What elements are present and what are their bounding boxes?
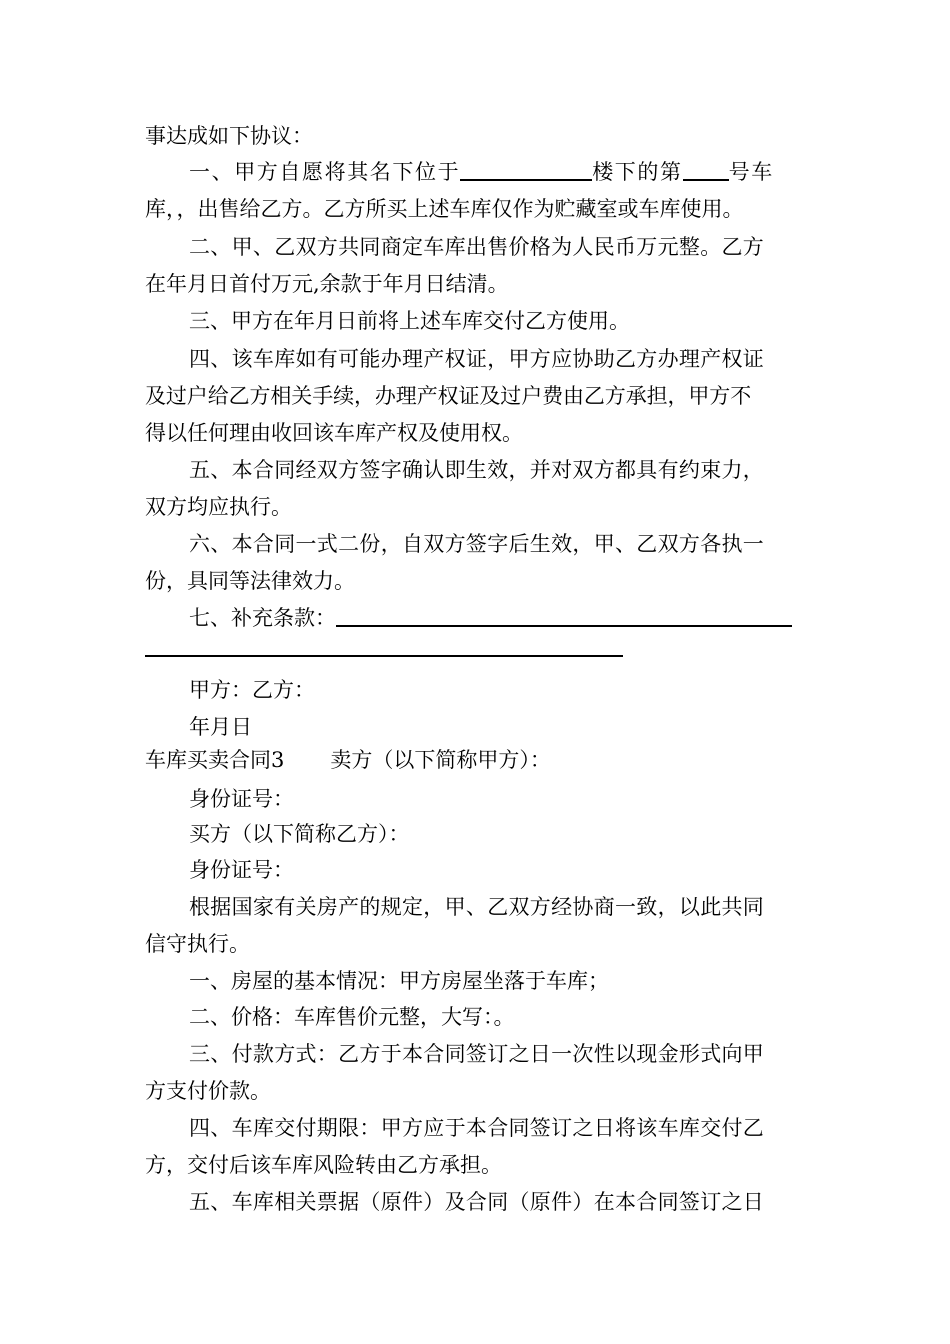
- seller-label: 卖方（以下简称甲方）：: [330, 748, 551, 772]
- text-line: 三、甲方在年月日前将上述车库交付乙方使用。: [189, 309, 630, 333]
- text-line: 信守执行。: [145, 932, 250, 956]
- text-line: [189, 600, 805, 637]
- term-4-cont: [145, 1147, 805, 1184]
- clause-5: [189, 452, 805, 489]
- text-line: 四、车库交付期限：甲方应于本合同签订之日将该车库交付乙: [189, 1116, 765, 1140]
- text-line: 份，具同等法律效力。: [145, 569, 355, 593]
- text-line: 得以任何理由收回该车库产权及使用权。: [145, 421, 523, 445]
- clause-5-cont: [145, 489, 805, 526]
- text-line: 库，，出售给乙方。乙方所买上述车库仅作为贮藏室或车库使用。: [145, 197, 744, 221]
- clause-4-cont-2: [145, 415, 805, 452]
- text-line: 二、价格：车库售价元整，大写：。: [189, 1005, 515, 1029]
- text-line: 双方均应执行。: [145, 495, 292, 519]
- clause-6: [189, 526, 805, 563]
- date-line: [189, 709, 805, 746]
- buyer-line: [189, 816, 805, 853]
- id-number-label: 身份证号：: [189, 858, 294, 882]
- text-line: 一、房屋的基本情况：甲方房屋坐落于车库；: [189, 969, 609, 993]
- buyer-label: 买方（以下简称乙方）：: [189, 822, 410, 846]
- blank-underline-number: [683, 159, 729, 181]
- clause-2-cont: [145, 266, 805, 303]
- term-2: [189, 999, 805, 1036]
- text-line: 五、本合同经双方签字确认即生效，并对双方都具有约束力，: [189, 458, 765, 482]
- text-line: [189, 154, 805, 191]
- text-line: 三、付款方式：乙方于本合同签订之日一次性以现金形式向甲: [189, 1042, 765, 1066]
- clause-3: [189, 303, 805, 340]
- clause-1-cont: [145, 191, 805, 228]
- term-3: [189, 1036, 805, 1073]
- clause-6-cont: [145, 563, 805, 600]
- term-5: [189, 1184, 805, 1221]
- text-line: 及过户给乙方相关手续，办理产权证及过户费由乙方承担，甲方不: [145, 384, 752, 408]
- clause-1: [189, 154, 805, 191]
- signature-line: [189, 672, 805, 709]
- clause-7-label: 七、补充条款：: [189, 606, 336, 630]
- clause-4: [189, 341, 805, 378]
- text-line: 二、甲、乙双方共同商定车库出售价格为人民币万元整。乙方: [189, 235, 765, 259]
- text-line: 四、该车库如有可能办理产权证，甲方应协助乙方办理产权证: [189, 347, 765, 371]
- intro: [189, 889, 805, 926]
- signature-parties: 甲方：乙方：: [189, 678, 315, 702]
- id-number-label: 身份证号：: [189, 787, 294, 811]
- contract-3-heading: [145, 742, 805, 779]
- text-line: 在年月日首付万元,余款于年月日结清。: [145, 272, 509, 296]
- buyer-id: [189, 852, 805, 889]
- clause-1-part-b: 楼下的第: [592, 160, 683, 184]
- clause-1-part-a: 一、甲方自愿将其名下位于: [189, 160, 461, 184]
- signature-date: 年月日: [189, 715, 252, 739]
- text-line: 六、本合同一式二份，自双方签字后生效，甲、乙双方各执一: [189, 532, 765, 556]
- text-line: 方，交付后该车库风险转由乙方承担。: [145, 1153, 502, 1177]
- text-line: 根据国家有关房产的规定，甲、乙双方经协商一致，以此共同: [189, 895, 765, 919]
- blank-underline-location: [460, 159, 592, 181]
- text-line: 事达成如下协议：: [145, 124, 313, 148]
- blank-underline-supplementary: [336, 605, 792, 627]
- clause-2: [189, 229, 805, 266]
- text-line: 方支付价款。: [145, 1079, 271, 1103]
- clause-7: [189, 600, 805, 637]
- term-4: [189, 1110, 805, 1147]
- term-1: [189, 963, 805, 1000]
- intro-cont: [145, 926, 805, 963]
- clause-4-cont-1: [145, 378, 805, 415]
- seller-id: [189, 781, 805, 818]
- text-line: 五、车库相关票据（原件）及合同（原件）在本合同签订之日: [189, 1190, 765, 1214]
- clause-1-part-c: 号车: [728, 160, 774, 184]
- contract-title: 车库买卖合同3: [145, 748, 285, 772]
- paragraph-agreement-lead: [145, 118, 805, 155]
- term-3-cont: [145, 1073, 805, 1110]
- blank-underline-supplementary-2: [145, 655, 623, 657]
- text-line: [145, 742, 805, 779]
